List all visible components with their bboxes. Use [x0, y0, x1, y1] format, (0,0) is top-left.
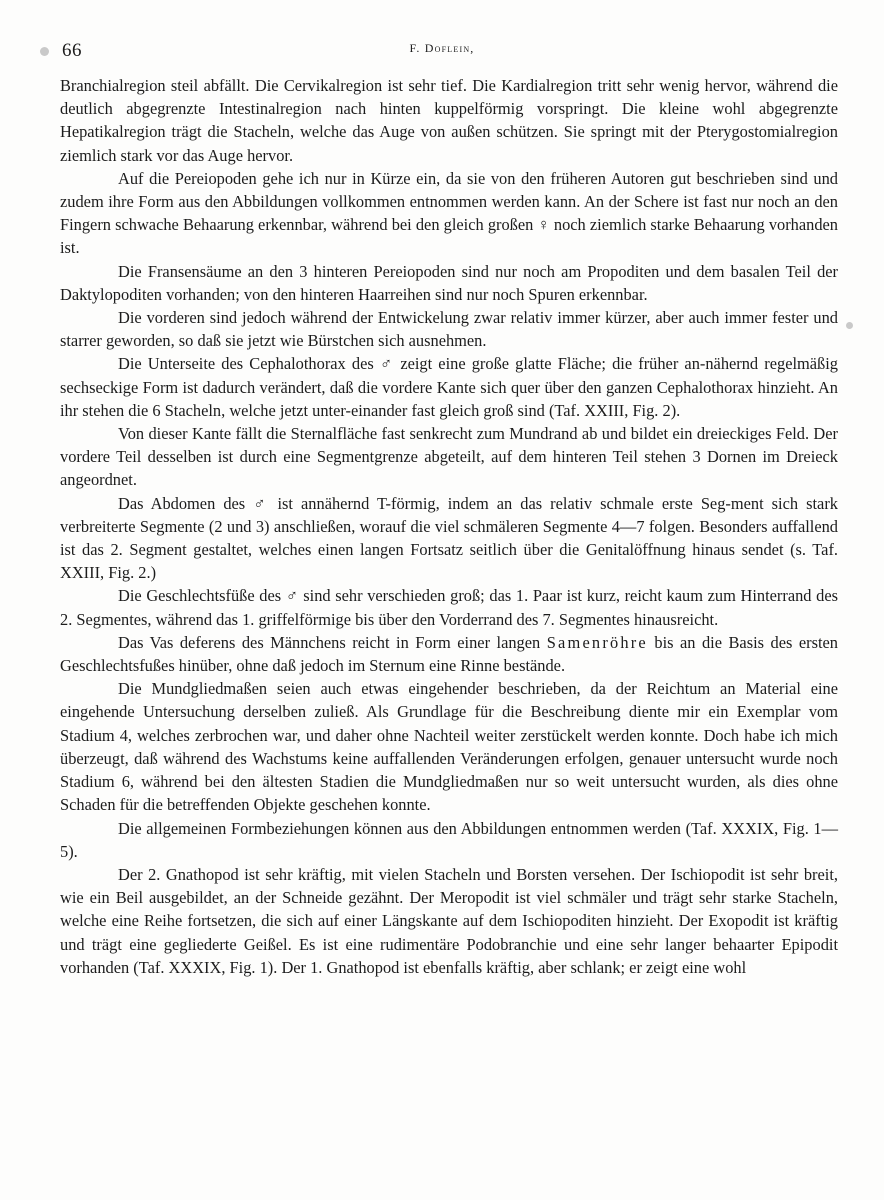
paragraph-text: Das Vas deferens des Männchens reicht in Form einer langen: [118, 632, 547, 652]
paragraph: Auf die Pereiopoden gehe ich nur in Kürze ein, da sie von den früheren Autoren gut beschrieben sind und zudem ihre Form aus den Abbildungen vollkommen entnommen werden kann. An der Schere ist fast nur noch an den Fingern schwache Behaarung erkennbar, während bei den gleich großen ♀ noch ziemlich starke Behaarung vorhanden ist.: [60, 168, 838, 258]
emphasized-term: Samenröhre: [546, 632, 648, 652]
paragraph: Die vorderen sind jedoch während der Entwickelung zwar relativ immer kürzer, aber auch immer fester und starrer geworden, so daß sie jetzt wie Bürstchen sich ausnehmen.: [60, 308, 838, 351]
paragraph: Die Fransensäume an den 3 hinteren Pereiopoden sind nur noch am Propoditen und dem basalen Teil der Daktylopoditen vorhanden; von den hinteren Haarreihen sind nur noch Spuren erkennbar.: [60, 261, 838, 304]
page-number: 66: [62, 40, 82, 61]
paragraph: Die Unterseite des Cephalothorax des ♂ zeigt eine große glatte Fläche; die früher an-nähernd regelmäßig sechseckige Form ist dadurch verändert, daß die vordere Kante sich quer über den ganzen Cephalothorax hinzieht. An ihr stehen die 6 Stacheln, welche jetzt unter-einander fast gleich groß sind (Taf. XXIII, Fig. 2).: [60, 354, 838, 420]
paragraph: Die allgemeinen Formbeziehungen können aus den Abbildungen entnommen werden (Taf. XXXIX, Fig. 1—5).: [60, 818, 838, 861]
running-head: F. Doflein,: [409, 41, 475, 55]
paragraph: Das Abdomen des ♂ ist annähernd T-förmig, indem an das relativ schmale erste Seg-ment sich stark verbreiterte Segmente (2 und 3) anschließen, worauf die viel schmäleren Segmente 4—7 folgen. Besonders auffallend ist das 2. Segment gestaltet, welches einen langen Fortsatz seitlich über die Genitalöffnung hinaus sendet (s. Taf. XXIII, Fig. 2.): [60, 493, 838, 583]
body-text: [60, 74, 838, 979]
paragraph: [60, 631, 838, 677]
paragraph: Der 2. Gnathopod ist sehr kräftig, mit vielen Stacheln und Borsten versehen. Der Ischiopodit ist sehr breit, wie ein Beil ausgebildet, an der Schneide gezähnt. Der Meropodit ist viel schmäler und trägt sehr starke Stacheln, welche eine Reihe fortsetzen, die sich auf einer Längskante auf dem Ischiopoditen hinzieht. Der Exopodit ist kräftig und trägt eine gegliederte Geißel. Es ist eine rudimentäre Podobranchie und eine sehr langer behaarter Epipodit vorhanden (Taf. XXXIX, Fig. 1). Der 1. Gnathopod ist ebenfalls kräftig, aber schlank; er zeigt eine wohl: [60, 864, 838, 977]
paragraph-text: bis an die Basis des ersten Geschlechtsfußes hinüber, ohne daß jedoch im Sternum eine Rinne bestände.: [60, 632, 838, 676]
paragraph: Von dieser Kante fällt die Sternalfläche fast senkrecht zum Mundrand ab und bildet ein dreieckiges Feld. Der vordere Teil desselben ist durch eine Segmentgrenze abgeteilt, auf dem hinteren Teil stehen 3 Dornen im Dreieck angeordnet.: [60, 424, 838, 490]
paper-speck: [846, 322, 853, 329]
paragraph: Branchialregion steil abfällt. Die Cervikalregion ist sehr tief. Die Kardialregion tritt sehr wenig hervor, während die deutlich abgegrenzte Intestinalregion nach hinten kuppelförmig vorspringt. Die kleine wohl abgegrenzte Hepatikalregion trägt die Stacheln, welche das Auge von außen schützen. Sie springt mit der Pterygostomialregion ziemlich stark vor das Auge hervor.: [60, 76, 838, 165]
paragraph: Die Mundgliedmaßen seien auch etwas eingehender beschrieben, da der Reichtum an Material eine eingehende Untersuchung derselben zuließ. Als Grundlage für die Beschreibung diente mir ein Exemplar vom Stadium 4, welches zerbrochen war, und daher ohne Nachteil weiter zerstückelt werden konnte. Doch habe ich mich überzeugt, daß während des Wachstums keine auffallenden Veränderungen erfolgen, genauer untersucht wurde noch Stadium 6, während bei den ältesten Stadien die Mundgliedmaßen nur so weit untersucht wurden, als dies ohne Schaden für die betreffenden Objekte geschehen konnte.: [60, 679, 838, 815]
paragraph: Die Geschlechtsfüße des ♂ sind sehr verschieden groß; das 1. Paar ist kurz, reicht kaum zum Hinterrand des 2. Segmentes, während das 1. griffelförmige bis über den Vorderrand des 7. Segmentes hinausreicht.: [60, 586, 838, 629]
